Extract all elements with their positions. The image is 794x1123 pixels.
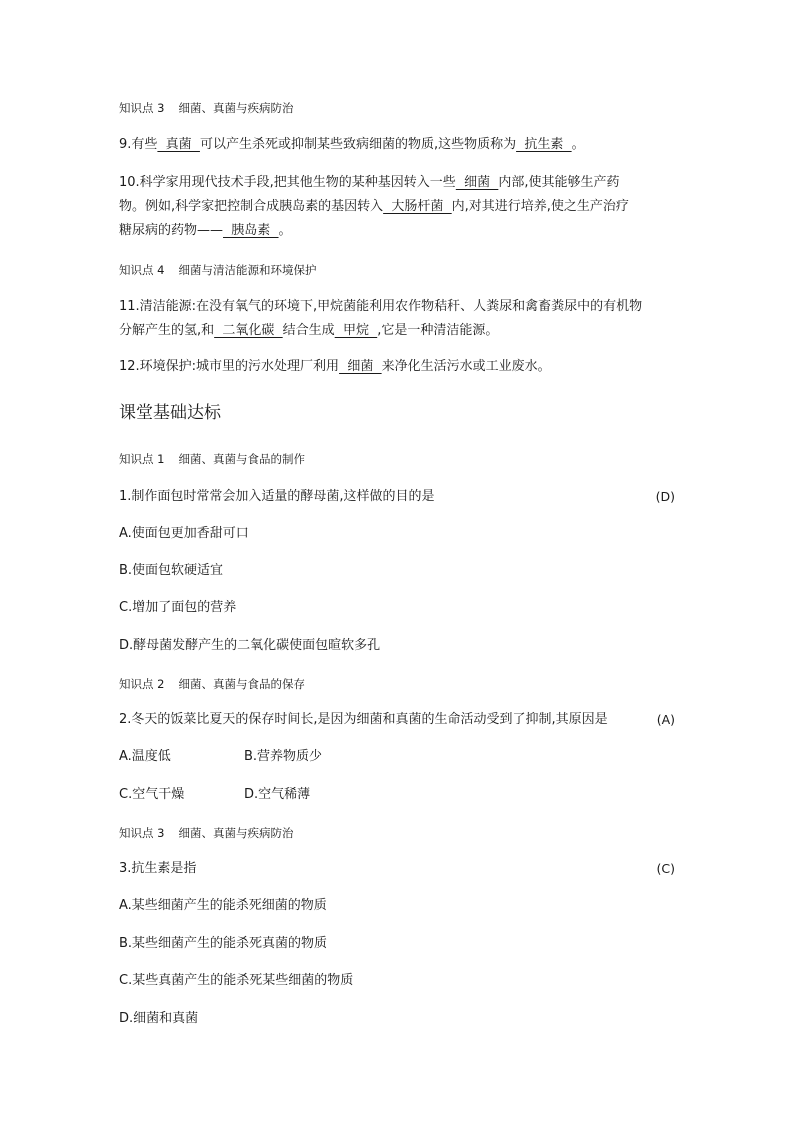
q11-blank-2: 甲烷 xyxy=(334,323,378,338)
kp-label: 知识点 1 xyxy=(119,452,165,466)
q10-text: 内,对其进行培养,使之生产治疗 xyxy=(451,199,629,214)
question-10-line-2 xyxy=(119,197,629,217)
knowledge-point-1-heading xyxy=(119,449,305,469)
section-title: 课堂基础达标 xyxy=(119,403,221,423)
question-11-line-1 xyxy=(119,297,642,317)
mc1-option-a: A.使面包更加香甜可口 xyxy=(119,526,249,541)
question-10-line-3 xyxy=(119,221,292,241)
mc1-option-b: B.使面包软硬适宜 xyxy=(119,563,224,578)
q11-text: 结合生成 xyxy=(282,323,335,338)
q9-text-3: 。 xyxy=(571,137,585,152)
q10-text: 物。例如,科学家把控制合成胰岛素的基因转入 xyxy=(119,199,384,214)
mc2-option-a: A.温度低 xyxy=(119,749,171,764)
q10-blank-1: 细菌 xyxy=(455,175,499,190)
q10-text: 糖尿病的药物—— xyxy=(119,223,224,238)
mc-stem: 1.制作面包时常常会加入适量的酵母菌,这样做的目的是 xyxy=(119,489,435,504)
mc1-option-d: D.酵母菌发酵产生的二氧化碳使面包暄软多孔 xyxy=(119,638,381,653)
mc-answer: (A) xyxy=(656,712,675,727)
mc-question-2 xyxy=(119,710,675,730)
kp-title: 细菌与清洁能源和环境保护 xyxy=(178,263,317,277)
q10-blank-2: 大肠杆菌 xyxy=(383,199,452,214)
q10-text: 。 xyxy=(278,223,292,238)
kp-title: 细菌、真菌与疾病防治 xyxy=(178,101,294,115)
mc2-option-b: B.营养物质少 xyxy=(244,749,323,764)
question-11-line-2 xyxy=(119,321,498,341)
kp-label: 知识点 3 xyxy=(119,101,165,115)
mc-stem: 3.抗生素是指 xyxy=(119,861,197,876)
mc3-option-b: B.某些细菌产生的能杀死真菌的物质 xyxy=(119,936,328,951)
kp-title: 细菌、真菌与食品的制作 xyxy=(178,452,305,466)
kp-label: 知识点 3 xyxy=(119,826,165,840)
mc-question-1 xyxy=(119,487,675,507)
q9-text-1: 9.有些 xyxy=(119,137,158,152)
q9-blank-1: 真菌 xyxy=(157,137,200,152)
q11-text: 分解产生的氢,和 xyxy=(119,323,215,338)
q9-text-2: 可以产生杀死或抑制某些致病细菌的物质,这些物质称为 xyxy=(199,137,517,152)
kp-title: 细菌、真菌与食品的保存 xyxy=(178,677,305,691)
knowledge-point-3-heading xyxy=(119,98,293,118)
mc1-option-c: C.增加了面包的营养 xyxy=(119,600,237,615)
mc-question-3 xyxy=(119,859,675,879)
knowledge-point-2-heading xyxy=(119,674,305,694)
question-9 xyxy=(119,135,585,155)
knowledge-point-3b-heading xyxy=(119,823,293,843)
q11-blank-1: 二氧化碳 xyxy=(214,323,283,338)
q11-text: ,它是一种清洁能源。 xyxy=(377,323,499,338)
q9-blank-2: 抗生素 xyxy=(516,137,572,152)
mc2-option-c: C.空气干燥 xyxy=(119,787,185,802)
q12-blank-1: 细菌 xyxy=(339,359,382,374)
q10-blank-3: 胰岛素 xyxy=(223,223,279,238)
knowledge-point-4-heading xyxy=(119,260,316,280)
mc-stem: 2.冬天的饭菜比夏天的保存时间长,是因为细菌和真菌的生命活动受到了抑制,其原因是 xyxy=(119,712,608,727)
q10-text: 内部,使其能够生产药 xyxy=(498,175,620,190)
question-12 xyxy=(119,357,551,377)
mc-answer: (C) xyxy=(656,861,675,876)
mc-answer: (D) xyxy=(655,489,675,504)
kp-title: 细菌、真菌与疾病防治 xyxy=(178,826,294,840)
q12-text: 来净化生活污水或工业废水。 xyxy=(381,359,551,374)
kp-label: 知识点 4 xyxy=(119,263,165,277)
mc3-option-d: D.细菌和真菌 xyxy=(119,1011,199,1026)
mc3-option-a: A.某些细菌产生的能杀死细菌的物质 xyxy=(119,898,327,913)
q12-text: 12.环境保护:城市里的污水处理厂利用 xyxy=(119,359,340,374)
mc2-option-d: D.空气稀薄 xyxy=(244,787,311,802)
q11-text: 11.清洁能源:在没有氧气的环境下,甲烷菌能利用农作物秸秆、人粪尿和禽畜粪尿中的有机物 xyxy=(119,299,643,314)
mc3-option-c: C.某些真菌产生的能杀死某些细菌的物质 xyxy=(119,973,354,988)
kp-label: 知识点 2 xyxy=(119,677,165,691)
q10-text: 10.科学家用现代技术手段,把其他生物的某种基因转入一些 xyxy=(119,175,456,190)
question-10-line-1 xyxy=(119,173,619,193)
